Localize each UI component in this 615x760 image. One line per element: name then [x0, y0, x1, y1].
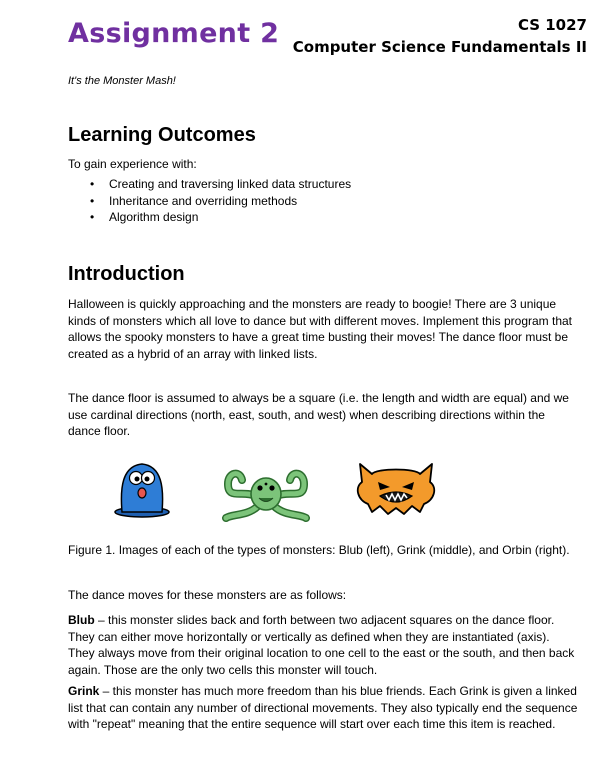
figure-caption: Figure 1. Images of each of the types of monsters: Blub (left), Grink (middle), and Orbin (right).: [68, 543, 570, 557]
dance-moves-intro: The dance moves for these monsters are as follows:: [68, 588, 347, 602]
paragraph-line: The dance floor is assumed to always be a square (i.e. the length and width are equal) and we: [68, 391, 569, 405]
grink-term: Grink: [68, 684, 100, 698]
introduction-heading: Introduction: [68, 263, 185, 285]
paragraph-line: They can either move horizontally or vertically as defined when they are instantiated (axis).: [68, 629, 550, 644]
blub-monster-icon: [112, 458, 172, 518]
blub-description: [68, 612, 593, 678]
learning-outcomes-list: [68, 176, 351, 226]
paragraph-line: [68, 683, 593, 700]
intro-paragraph-1: [68, 296, 593, 362]
paragraph-line: with "repeat" meaning that the entire sequence will start over each time this item is reached.: [68, 717, 556, 731]
grink-monster-icon: [222, 462, 310, 522]
list-item: • Creating and traversing linked data structures: [68, 176, 351, 193]
paragraph-line: use cardinal directions (north, east, south, and west) when describing directions within the: [68, 407, 545, 422]
paragraph-line: dance floor.: [68, 424, 131, 438]
paragraph-line: Halloween is quickly approaching and the monsters are ready to boogie! There are 3 unique: [68, 297, 557, 311]
blub-term: Blub: [68, 613, 95, 627]
paragraph-line: They always move from their original location to one cell to the east or the south, and then back: [68, 646, 575, 660]
grink-first-line: – this monster has much more freedom than his blue friends. Each Grink is given a linked: [99, 684, 577, 698]
course-name: Computer Science Fundamentals II: [292, 38, 587, 56]
document-title: Assignment 2: [68, 18, 280, 49]
paragraph-line: created as a hybrid of an array with linked lists.: [68, 346, 318, 361]
learning-outcomes-intro: To gain experience with:: [68, 157, 197, 171]
paragraph-line: allows the spooky monsters to have a great time busting their moves! The dance floor must be: [68, 330, 569, 344]
learning-outcomes-heading: Learning Outcomes: [68, 124, 256, 146]
list-item: • Inheritance and overriding methods: [68, 193, 351, 210]
subtitle: It's the Monster Mash!: [68, 75, 176, 87]
blub-first-line: – this monster slides back and forth between two adjacent squares on the dance floor.: [94, 613, 555, 627]
intro-paragraph-2: [68, 390, 593, 440]
paragraph-line: [68, 612, 593, 629]
paragraph-line: list that can contain any number of directional movements. They also typically end the sequence: [68, 700, 578, 715]
grink-description: [68, 683, 593, 733]
orbin-monster-icon: [350, 456, 442, 518]
course-code: CS 1027: [517, 16, 587, 34]
paragraph-line: again. Those are the only two cells this monster will touch.: [68, 662, 378, 677]
list-item: • Algorithm design: [68, 209, 351, 226]
paragraph-line: kinds of monsters which all love to dance but with different moves. Implement this program that: [68, 313, 573, 328]
